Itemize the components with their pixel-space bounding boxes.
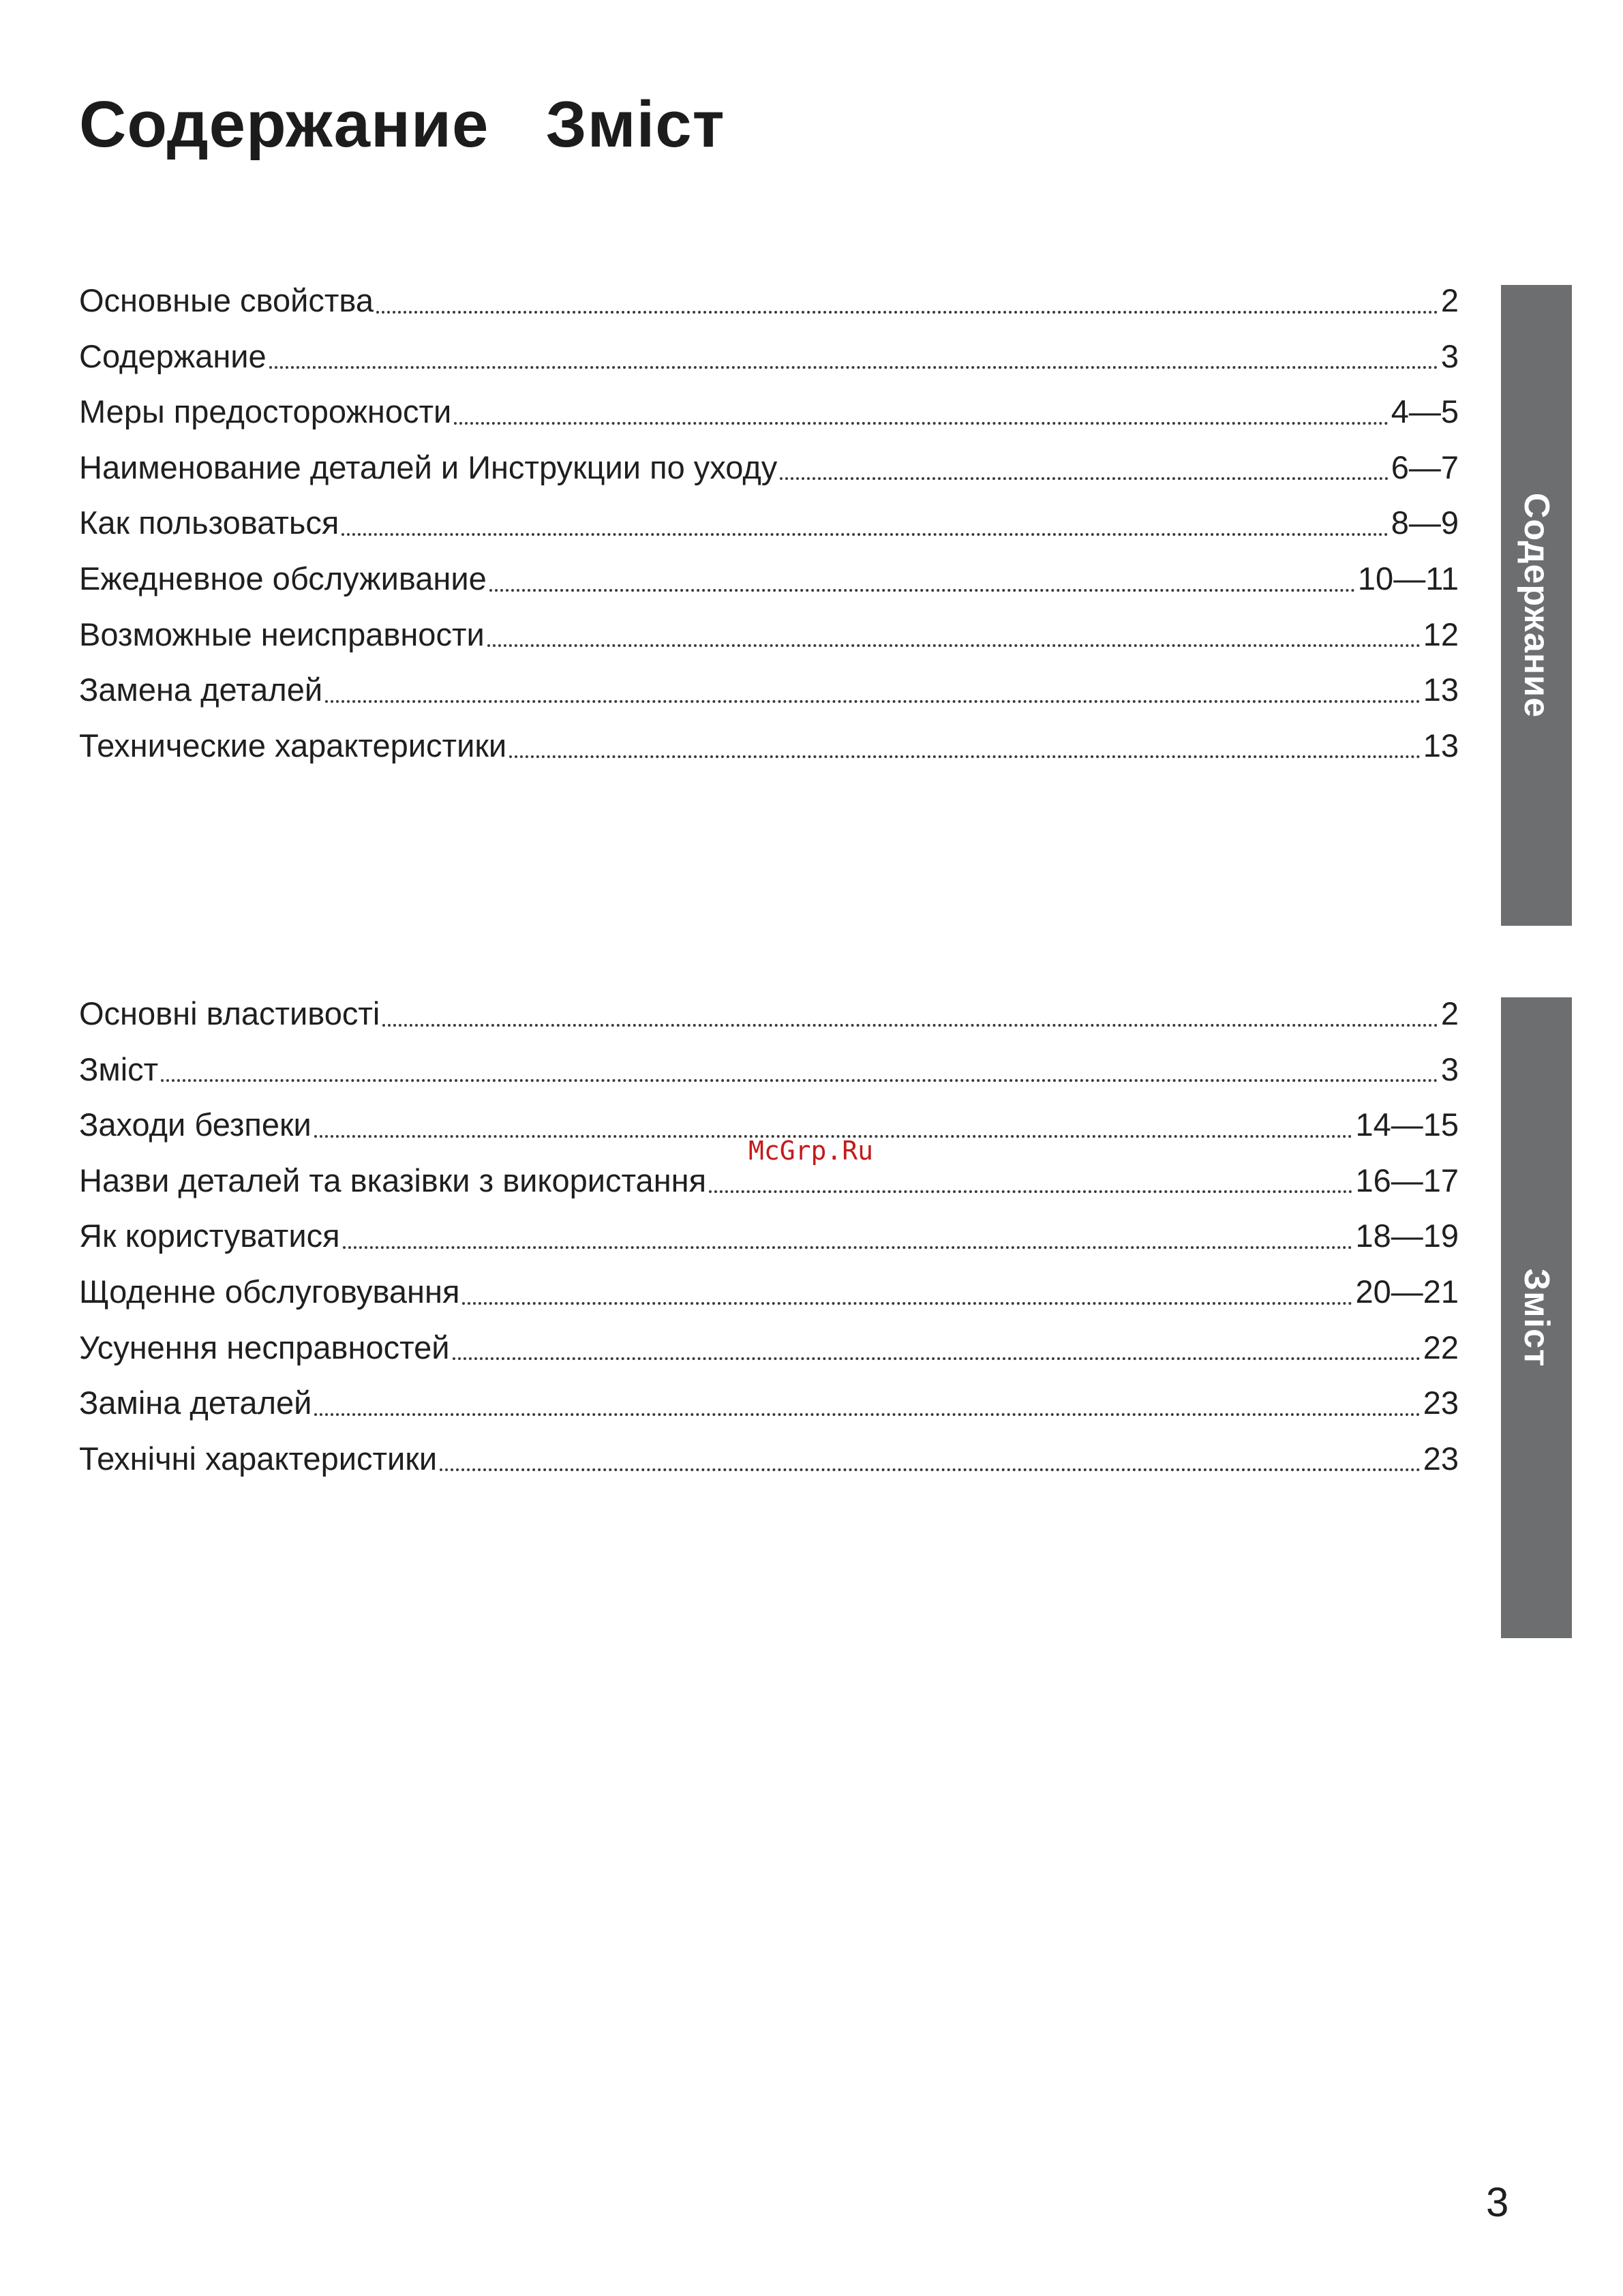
toc-entry-page: 2 bbox=[1440, 282, 1459, 318]
dot-leader bbox=[487, 644, 1421, 647]
toc-entry-label: Зміст bbox=[79, 1051, 159, 1087]
toc-entry-label: Щоденне обслуговування bbox=[79, 1273, 460, 1310]
toc-entry-page: 8—9 bbox=[1391, 504, 1459, 541]
dot-leader bbox=[462, 1302, 1352, 1305]
toc-entry[interactable] bbox=[79, 329, 1459, 384]
toc-entry-page: 4—5 bbox=[1391, 393, 1459, 430]
toc-entry-label: Технические характеристики bbox=[79, 727, 507, 764]
toc-entry[interactable] bbox=[79, 551, 1459, 607]
toc-entry[interactable] bbox=[79, 1042, 1459, 1098]
toc-entry-page: 23 bbox=[1423, 1385, 1459, 1421]
toc-entry[interactable] bbox=[79, 1208, 1459, 1264]
dot-leader bbox=[709, 1190, 1352, 1193]
dot-leader bbox=[440, 1468, 1421, 1471]
toc-entry-label: Основні властивості bbox=[79, 995, 380, 1031]
dot-leader bbox=[454, 422, 1388, 425]
toc-entry-page: 3 bbox=[1440, 337, 1459, 374]
toc-entry-page: 14—15 bbox=[1355, 1106, 1459, 1143]
side-tab-label: Содержание bbox=[1517, 492, 1556, 719]
toc-entry-page: 18—19 bbox=[1355, 1218, 1459, 1254]
dot-leader bbox=[342, 533, 1388, 536]
side-tab-ru[interactable] bbox=[1501, 285, 1572, 926]
toc-entry-page: 3 bbox=[1440, 1051, 1459, 1087]
toc-entry-page: 13 bbox=[1423, 727, 1459, 764]
toc-entry-label: Технічні характеристики bbox=[79, 1440, 438, 1477]
toc-entry-page: 16—17 bbox=[1355, 1162, 1459, 1198]
toc-entry[interactable] bbox=[79, 662, 1459, 718]
toc-entry-label: Заходи безпеки bbox=[79, 1106, 312, 1143]
toc-entry-label: Основные свойства bbox=[79, 282, 374, 318]
toc-list-ru bbox=[79, 273, 1459, 773]
watermark: McGrp.Ru bbox=[748, 1136, 874, 1166]
toc-entry[interactable] bbox=[79, 1320, 1459, 1376]
toc-entry-page: 13 bbox=[1423, 671, 1459, 708]
toc-entry-label: Как пользоваться bbox=[79, 504, 339, 541]
dot-leader bbox=[453, 1357, 1421, 1360]
toc-entry[interactable] bbox=[79, 440, 1459, 496]
toc-entry-label: Наименование деталей и Инструкции по уходу bbox=[79, 449, 778, 485]
toc-entry-page: 2 bbox=[1440, 995, 1459, 1031]
toc-entry-page: 23 bbox=[1423, 1440, 1459, 1477]
side-tab-ua[interactable] bbox=[1501, 997, 1572, 1638]
page-number: 3 bbox=[1486, 2179, 1509, 2225]
dot-leader bbox=[269, 366, 1438, 369]
toc-entry-label: Содержание bbox=[79, 337, 267, 374]
side-tab-label: Зміст bbox=[1517, 1268, 1556, 1368]
dot-leader bbox=[161, 1079, 1438, 1082]
toc-entry-label: Меры предосторожности bbox=[79, 393, 452, 430]
dot-leader bbox=[314, 1413, 1420, 1416]
dot-leader bbox=[780, 477, 1388, 480]
dot-leader bbox=[343, 1246, 1353, 1249]
dot-leader bbox=[325, 700, 1421, 703]
toc-entry-label: Назви деталей та вказівки з використання bbox=[79, 1162, 707, 1198]
toc-entry-page: 10—11 bbox=[1357, 560, 1459, 596]
toc-entry-label: Заміна деталей bbox=[79, 1385, 312, 1421]
toc-entry[interactable] bbox=[79, 1375, 1459, 1431]
dot-leader bbox=[376, 311, 1438, 314]
toc-entry-page: 22 bbox=[1423, 1329, 1459, 1365]
page-title: Содержание Зміст bbox=[79, 88, 725, 161]
toc-entry-label: Усунення несправностей bbox=[79, 1329, 450, 1365]
toc-entry[interactable] bbox=[79, 384, 1459, 440]
toc-entry[interactable] bbox=[79, 718, 1459, 774]
toc-entry-page: 6—7 bbox=[1391, 449, 1459, 485]
dot-leader bbox=[382, 1024, 1438, 1027]
toc-entry[interactable] bbox=[79, 1431, 1459, 1487]
dot-leader bbox=[509, 755, 1421, 758]
toc-entry-label: Возможные неисправности bbox=[79, 616, 485, 652]
toc-entry-label: Замена деталей bbox=[79, 671, 323, 708]
toc-entry[interactable] bbox=[79, 1264, 1459, 1320]
toc-entry[interactable] bbox=[79, 986, 1459, 1042]
toc-entry-label: Як користуватися bbox=[79, 1218, 340, 1254]
toc-list-ua bbox=[79, 986, 1459, 1486]
toc-entry-page: 20—21 bbox=[1355, 1273, 1459, 1310]
toc-entry[interactable] bbox=[79, 495, 1459, 551]
toc-entry[interactable] bbox=[79, 607, 1459, 663]
toc-entry-label: Ежедневное обслуживание bbox=[79, 560, 487, 596]
toc-entry-page: 12 bbox=[1423, 616, 1459, 652]
toc-entry[interactable] bbox=[79, 273, 1459, 329]
dot-leader bbox=[489, 589, 1355, 592]
